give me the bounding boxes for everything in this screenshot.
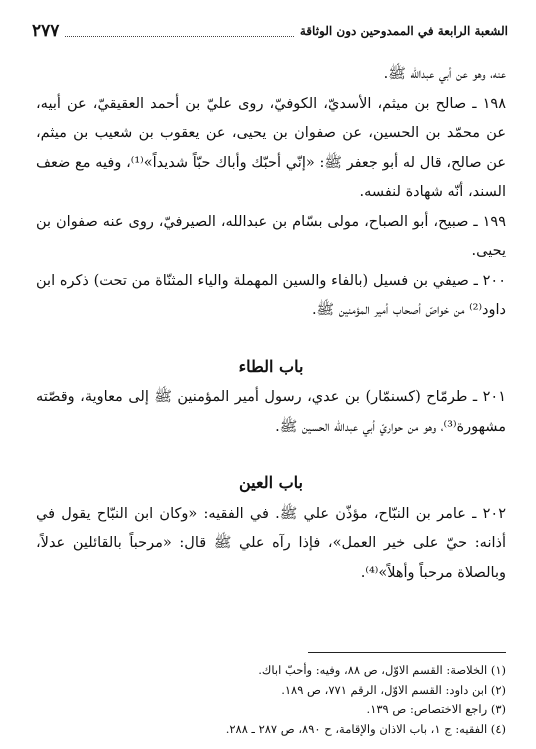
footnote-1: (١) الخلاصة: القسم الاوّل، ص ٨٨، وفيه: وأحبّ اباك. bbox=[258, 663, 506, 677]
footnotes bbox=[36, 661, 506, 739]
footnote-4: (٤) الفقيه: ج ١، باب الاذان والإقامة، ح ٨٩٠، ص ٢٨٧ ـ ٢٨٨. bbox=[225, 721, 506, 736]
section-heading-ayn: باب العين bbox=[238, 473, 303, 492]
footnote-separator bbox=[308, 652, 506, 653]
entry-202: ٢٠٢ ـ عامر بن النبّاح، مؤذّن علي ﷺ. في الفقيه: «وكان ابن النبّاح يقول في أذانه: حيّ على خير العمل»، فإذا رآه علي ﷺ قال: «مرحباً بالقائلين عدلاً، وبالصلاة مرحباً وأهلاً»⁽⁴⁾. bbox=[36, 505, 506, 581]
entry-199: ١٩٩ ـ صبيح، أبو الصباح، مولى بسّام بن عبدالله، الصيرفيّ، روى عنه صفوان بن يحيى. bbox=[36, 213, 506, 259]
footnote-2: (٢) ابن داود: القسم الاوّل، الرقم ٧٧١، ص ١٨٩. bbox=[281, 682, 506, 697]
section-heading-ta: باب الطاء bbox=[238, 356, 304, 376]
intro-line: عنه، وهو عن أبي عبدالله ﷺ. bbox=[383, 66, 506, 82]
entry-200: ٢٠٠ ـ صيفي بن فسيل (بالفاء والسين المهملة والياء المثنّاة من تحت) ذكره ابن داود⁽²⁾ من خواصّ أصحاب أمير المؤمنين ﷺ. bbox=[36, 272, 506, 318]
footnote-3: (٣) راجع الاختصاص: ص ١٣٩. bbox=[366, 702, 506, 716]
running-title: الشعبة الرابعة في الممدوحين دون الوثاقة bbox=[299, 24, 508, 38]
main-text bbox=[36, 60, 506, 588]
running-header bbox=[32, 18, 508, 44]
entry-201: ٢٠١ ـ طرمّاح (كسنمّار) بن عدي، رسول أمير المؤمنين ﷺ إلى معاوية، وقصّته مشهورة⁽³⁾، وهو من حواريّ أبي عبدالله الحسين ﷺ. bbox=[36, 389, 506, 435]
header-dotted-leader bbox=[65, 26, 293, 37]
page-number: ٢٧٧ bbox=[32, 21, 60, 41]
entry-198: ١٩٨ ـ صالح بن ميثم، الأسديّ، الكوفيّ، روى عليّ بن أحمد العقيقيّ، عن أبيه، عن محمّد بن الحسين، عن صفوان بن يحيى، عن يعقوب بن شعيب بن ميثم، عن صالح، قال له أبو جعفر ﷺ: «إنّي أحبّك وأباك حبّاً شديداً»⁽¹⁾، وفيه مع ضعف السند، أنّه شهادة لنفسه. bbox=[36, 95, 507, 200]
